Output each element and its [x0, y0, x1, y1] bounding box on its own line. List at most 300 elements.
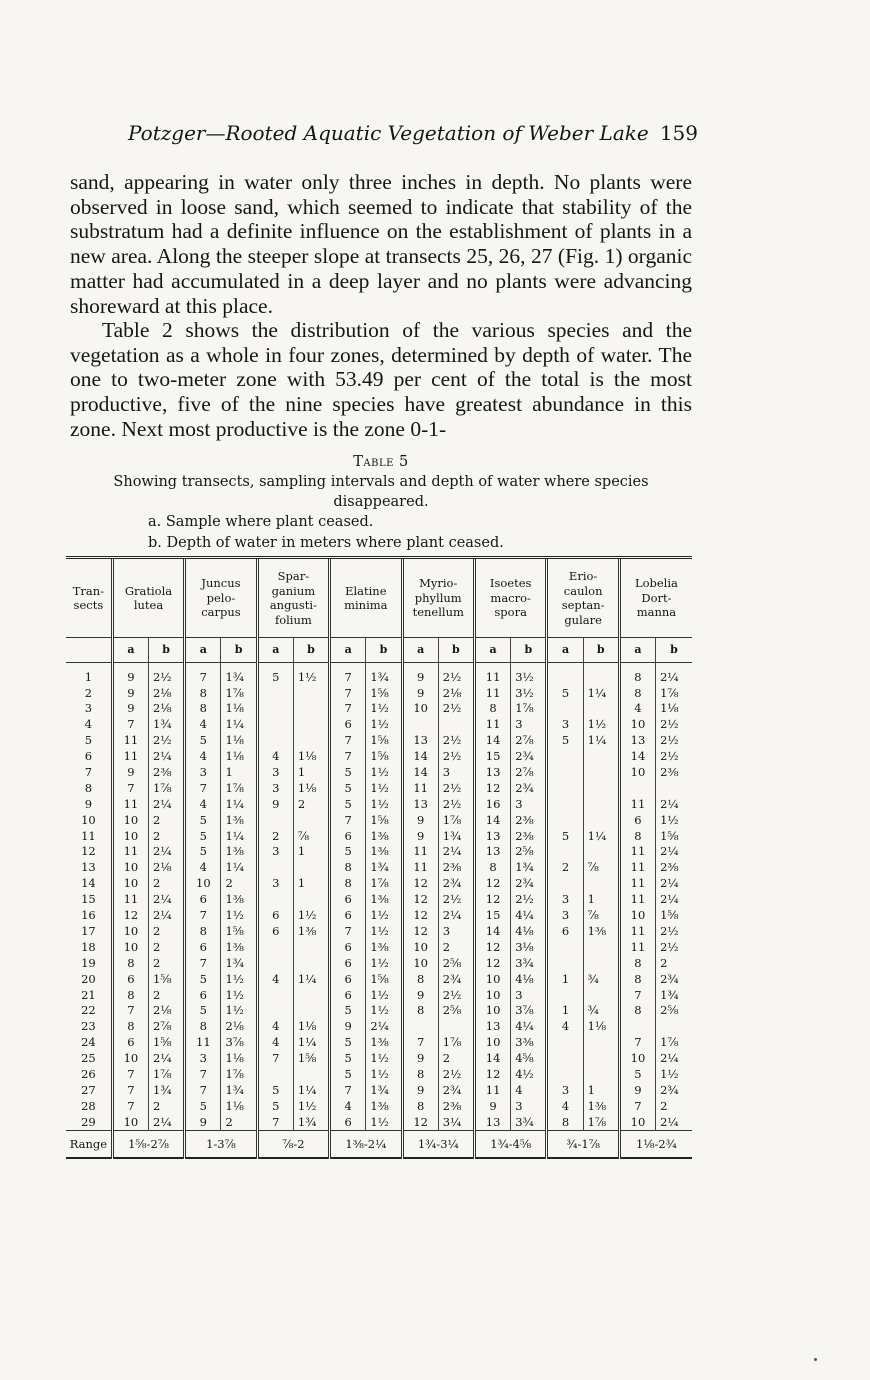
depth-cell: 2¼ [149, 748, 185, 764]
depth-cell: 1⅛ [583, 1019, 619, 1035]
transect-number: 29 [81, 1114, 96, 1129]
depth-cell: 2¼ [149, 1114, 185, 1130]
sample-cell: 13 [474, 844, 510, 860]
sample-cell: 4 [257, 971, 293, 987]
depth-cell: 3⅜ [511, 1034, 547, 1050]
depth-cell [656, 780, 692, 796]
depth-cell: 3½ [511, 663, 547, 685]
sample-cell [547, 1034, 583, 1050]
sample-cell: 4 [185, 748, 221, 764]
depth-cell: 1⅝ [656, 907, 692, 923]
depth-cell: 1⅞ [221, 780, 257, 796]
sample-cell: 6 [185, 987, 221, 1003]
transect-number: 23 [81, 1019, 96, 1034]
transect-number: 27 [81, 1082, 96, 1097]
depth-cell: 1½ [221, 1003, 257, 1019]
depth-cell: 3 [511, 796, 547, 812]
table-row [66, 701, 692, 717]
sample-cell: 11 [474, 663, 510, 685]
sample-cell: 7 [619, 987, 655, 1003]
depth-cell: 1⅝ [366, 812, 402, 828]
depth-cell: 3 [438, 764, 474, 780]
depth-cell: 1¼ [221, 717, 257, 733]
sample-cell [402, 717, 438, 733]
species-header-line: gulare [564, 612, 602, 627]
sample-cell: 7 [330, 748, 366, 764]
depth-cell: 1½ [366, 701, 402, 717]
depth-cell: 1⅝ [366, 733, 402, 749]
sample-cell: 4 [185, 717, 221, 733]
sample-cell [547, 663, 583, 685]
depth-cell: 1½ [366, 923, 402, 939]
species-header-line: Elatine [345, 583, 387, 598]
sample-cell: 12 [474, 891, 510, 907]
depth-cell: 2½ [438, 663, 474, 685]
depth-cell: 1⅜ [293, 923, 329, 939]
depth-cell: 1⅝ [366, 748, 402, 764]
species-header-line: Myrio- [419, 576, 458, 591]
species-header-5 [402, 559, 474, 638]
sample-cell: 11 [112, 796, 148, 812]
depth-cell: 4½ [511, 1066, 547, 1082]
sample-cell: 10 [619, 1114, 655, 1130]
depth-cell: 1¾ [293, 1114, 329, 1130]
depth-cell: 2½ [438, 701, 474, 717]
depth-cell: 3⅞ [511, 1003, 547, 1019]
depth-cell: 1⅜ [366, 828, 402, 844]
sample-cell: 9 [330, 1019, 366, 1035]
depth-cell: 2 [149, 876, 185, 892]
depth-cell: 2½ [438, 733, 474, 749]
sample-cell: 11 [474, 717, 510, 733]
sample-cell: 13 [402, 796, 438, 812]
depth-cell [293, 955, 329, 971]
table-row [66, 764, 692, 780]
sample-cell: 7 [330, 923, 366, 939]
depth-cell [583, 748, 619, 764]
species-header-6 [474, 559, 546, 638]
depth-cell: 2¼ [149, 844, 185, 860]
sample-cell: 5 [330, 844, 366, 860]
sample-cell: 14 [474, 923, 510, 939]
depth-cell: 2¾ [438, 971, 474, 987]
sample-cell: 16 [474, 796, 510, 812]
depth-cell: 2 [221, 876, 257, 892]
depth-cell: 1⅞ [656, 685, 692, 701]
depth-cell: 2¼ [366, 1019, 402, 1035]
sample-cell: 6 [330, 717, 366, 733]
transect-number: 14 [81, 876, 96, 891]
depth-cell: 1⅜ [583, 1098, 619, 1114]
sample-cell: 12 [474, 955, 510, 971]
depth-cell: 2 [438, 939, 474, 955]
transect-number: 4 [84, 717, 93, 732]
depth-cell: 1⅛ [293, 1019, 329, 1035]
species-header-line: Erio- [568, 569, 598, 583]
sample-cell [257, 1003, 293, 1019]
sample-cell: 10 [402, 955, 438, 971]
depth-cell: 2⅛ [149, 685, 185, 701]
depth-cell: 1⅞ [221, 685, 257, 701]
sample-cell: 14 [402, 748, 438, 764]
subheader-a: a [257, 638, 293, 663]
transect-number: 6 [84, 749, 93, 764]
depth-cell: 2⅜ [511, 812, 547, 828]
transect-number: 19 [81, 955, 96, 970]
depth-cell: 2 [149, 923, 185, 939]
sample-cell: 8 [619, 828, 655, 844]
sample-cell: 5 [330, 780, 366, 796]
depth-cell [293, 891, 329, 907]
sample-cell: 11 [619, 844, 655, 860]
depth-cell [583, 939, 619, 955]
depth-cell: 1⅞ [149, 780, 185, 796]
depth-cell: 1⅜ [221, 939, 257, 955]
depth-cell [583, 955, 619, 971]
table-row [66, 663, 692, 685]
depth-cell: 1⅛ [293, 780, 329, 796]
species-header-line: Spar- [277, 569, 310, 583]
depth-cell: 2¾ [438, 1082, 474, 1098]
transect-number: 17 [81, 923, 96, 938]
depth-cell: 1¼ [583, 733, 619, 749]
sample-cell: 7 [619, 1098, 655, 1114]
depth-cell: 2⅛ [149, 701, 185, 717]
depth-cell: 1½ [366, 1066, 402, 1082]
depth-cell: 1⅛ [656, 701, 692, 717]
sample-cell: 12 [474, 939, 510, 955]
sample-cell: 12 [474, 1066, 510, 1082]
sample-cell [402, 1019, 438, 1035]
depth-cell: 3 [438, 923, 474, 939]
depth-cell: 1⅞ [438, 812, 474, 828]
depth-cell: 2 [293, 796, 329, 812]
sample-cell: 5 [330, 1066, 366, 1082]
species-header-line: Juncus [201, 576, 241, 591]
depth-cell: 2¾ [438, 876, 474, 892]
table-row [66, 971, 692, 987]
sample-cell: 9 [402, 1082, 438, 1098]
sample-cell: 12 [474, 876, 510, 892]
depth-cell: 2¼ [656, 876, 692, 892]
table-row [66, 1082, 692, 1098]
sample-cell: 9 [402, 663, 438, 685]
depth-cell: 1⅛ [221, 1098, 257, 1114]
species-header-line: manna [636, 605, 677, 620]
depth-cell: 2⅛ [438, 685, 474, 701]
depth-cell: 2¼ [149, 1050, 185, 1066]
sample-cell [547, 764, 583, 780]
sample-cell: 7 [330, 663, 366, 685]
depth-cell [583, 987, 619, 1003]
sample-cell: 11 [619, 939, 655, 955]
depth-cell: 2⅜ [656, 764, 692, 780]
sample-cell: 6 [330, 955, 366, 971]
sample-cell: 8 [619, 685, 655, 701]
table-row [66, 907, 692, 923]
depth-cell: 1¼ [293, 971, 329, 987]
sample-cell: 14 [619, 748, 655, 764]
sample-cell: 7 [619, 1034, 655, 1050]
depth-cell [583, 1034, 619, 1050]
sample-cell [547, 748, 583, 764]
running-header [128, 121, 698, 145]
depth-cell: 1⅜ [366, 891, 402, 907]
sample-cell: 11 [619, 860, 655, 876]
transect-number: 13 [81, 860, 96, 875]
table-caption-block [70, 452, 692, 512]
sample-cell [257, 733, 293, 749]
depth-cell: 4 [511, 1082, 547, 1098]
sample-cell: 9 [402, 987, 438, 1003]
sample-cell: 10 [619, 907, 655, 923]
sample-cell: 5 [330, 764, 366, 780]
table-notes [148, 512, 688, 554]
sample-cell: 10 [402, 701, 438, 717]
depth-cell [293, 1003, 329, 1019]
species-header-line: angusti- [269, 598, 317, 612]
sample-cell: 11 [619, 876, 655, 892]
sample-cell: 6 [330, 939, 366, 955]
table-row [66, 796, 692, 812]
sample-cell [547, 796, 583, 812]
depth-cell: 3 [511, 1098, 547, 1114]
sample-cell: 5 [330, 1034, 366, 1050]
species-header-1 [112, 559, 184, 638]
depth-cell: 3 [511, 717, 547, 733]
sample-cell: 5 [185, 844, 221, 860]
sample-cell: 6 [619, 812, 655, 828]
sample-cell: 13 [474, 828, 510, 844]
sample-cell: 7 [257, 1114, 293, 1130]
sample-cell: 7 [330, 1082, 366, 1098]
sample-cell: 7 [402, 1034, 438, 1050]
sample-cell: 5 [185, 733, 221, 749]
depth-cell: 1⅞ [221, 1066, 257, 1082]
sample-cell: 8 [474, 701, 510, 717]
sample-cell: 11 [619, 891, 655, 907]
depth-cell [583, 701, 619, 717]
transect-number: 9 [84, 796, 93, 811]
sample-cell: 14 [474, 812, 510, 828]
depth-cell: 1½ [366, 780, 402, 796]
sample-cell: 10 [619, 764, 655, 780]
depth-cell: 1¼ [583, 828, 619, 844]
depth-cell: 4⅛ [511, 971, 547, 987]
depth-cell: 1⅝ [366, 971, 402, 987]
depth-cell: 2½ [656, 748, 692, 764]
sample-cell [257, 701, 293, 717]
sample-cell: 8 [402, 1003, 438, 1019]
depth-cell: 1⅝ [221, 923, 257, 939]
sample-cell: 8 [185, 701, 221, 717]
transect-number: 16 [81, 908, 96, 923]
depth-cell: 2⅜ [656, 860, 692, 876]
depth-cell: 1¼ [293, 1034, 329, 1050]
range-cell: 1⅜-2¼ [330, 1130, 402, 1158]
sample-cell: 3 [257, 844, 293, 860]
depth-cell: 2⅛ [149, 1003, 185, 1019]
table-note-b: b. Depth of water in meters where plant ceased. [148, 535, 504, 551]
transect-number: 8 [84, 780, 93, 795]
depth-cell: 2⅝ [511, 844, 547, 860]
depth-cell: 2½ [438, 987, 474, 1003]
depth-cell: ⅞ [583, 907, 619, 923]
sample-cell: 11 [112, 748, 148, 764]
depth-cell: 1¾ [366, 860, 402, 876]
sample-cell: 13 [474, 764, 510, 780]
transect-number: 20 [81, 971, 96, 986]
sample-cell [547, 955, 583, 971]
depth-cell: 1½ [293, 663, 329, 685]
sample-cell [257, 812, 293, 828]
depth-cell: 2 [656, 1098, 692, 1114]
table-row [66, 1114, 692, 1130]
table-caption: Showing transects, sampling intervals and depth of water where species disappeared. [113, 474, 649, 510]
table-row [66, 1003, 692, 1019]
depth-cell: 2½ [656, 733, 692, 749]
sample-cell: 7 [330, 701, 366, 717]
sample-cell: 6 [330, 828, 366, 844]
sample-cell: 2 [257, 828, 293, 844]
depth-cell: 2½ [656, 939, 692, 955]
sample-cell: 4 [547, 1019, 583, 1035]
depth-cell: 1⅞ [583, 1114, 619, 1130]
table-row [66, 1098, 692, 1114]
sample-cell: 4 [330, 1098, 366, 1114]
depth-cell: 4⅝ [511, 1050, 547, 1066]
depth-cell: ¾ [583, 1003, 619, 1019]
depth-cell: 2⅜ [438, 860, 474, 876]
depth-cell: 2⅝ [656, 1003, 692, 1019]
subheader-blank [66, 638, 112, 663]
depth-cell [293, 939, 329, 955]
sample-cell: 4 [185, 860, 221, 876]
sample-cell: 11 [112, 733, 148, 749]
sample-cell [257, 1066, 293, 1082]
transect-number: 1 [84, 669, 93, 684]
sample-cell: 11 [112, 891, 148, 907]
transect-number: 24 [81, 1035, 96, 1050]
depth-cell: 2¼ [438, 844, 474, 860]
running-title: Potzger—Rooted Aquatic Vegetation of Weber Lake [128, 121, 649, 145]
sample-cell: 12 [402, 907, 438, 923]
sample-cell: 7 [257, 1050, 293, 1066]
table-note-a: a. Sample where plant ceased. [148, 514, 374, 530]
depth-cell: 1¾ [366, 663, 402, 685]
depth-cell: 2¼ [656, 1114, 692, 1130]
sample-cell: 8 [330, 860, 366, 876]
sample-cell: 10 [185, 876, 221, 892]
depth-cell: 1⅞ [366, 876, 402, 892]
sample-cell: 10 [474, 987, 510, 1003]
sample-cell: 5 [330, 1050, 366, 1066]
depth-cell: 2¼ [149, 907, 185, 923]
depth-cell: 1¼ [293, 1082, 329, 1098]
depth-cell: 1⅛ [221, 748, 257, 764]
sample-cell: 4 [257, 748, 293, 764]
body-paragraph-1: sand, appearing in water only three inches in depth. No plants were observed in loose sand, which seemed to indicate that stability of the substratum had a definite influence on the establishment of plants in a new area. Along the steeper slope at transects 25, 26, 27 (Fig. 1) organic matter had accumulated in a deep layer and no plants were advancing shoreward at this place. [70, 170, 692, 318]
table-row [66, 733, 692, 749]
depth-cell [583, 796, 619, 812]
depth-cell: 1½ [656, 812, 692, 828]
depth-cell: 1⅝ [149, 971, 185, 987]
depth-cell: 2½ [438, 780, 474, 796]
depth-cell: 3⅞ [221, 1034, 257, 1050]
sample-cell: 8 [619, 663, 655, 685]
sample-cell [257, 860, 293, 876]
depth-cell [583, 780, 619, 796]
depth-cell: 1½ [221, 987, 257, 1003]
depth-cell: ⅞ [293, 828, 329, 844]
species-header-line: spora [494, 605, 527, 620]
depth-cell: 2⅛ [221, 1019, 257, 1035]
depth-cell: 2½ [438, 796, 474, 812]
depth-cell [583, 844, 619, 860]
sample-cell: 3 [257, 876, 293, 892]
sample-cell [257, 987, 293, 1003]
depth-cell: 1½ [293, 1098, 329, 1114]
depth-cell: 2½ [656, 717, 692, 733]
sample-cell: 10 [402, 939, 438, 955]
sample-cell: 13 [402, 733, 438, 749]
table-row [66, 717, 692, 733]
depth-cell: 2¼ [656, 663, 692, 685]
depth-cell: 1¾ [221, 1082, 257, 1098]
table-row [66, 860, 692, 876]
sample-cell: 6 [330, 1114, 366, 1130]
sample-cell: 10 [619, 1050, 655, 1066]
sample-cell: 5 [257, 1098, 293, 1114]
depth-cell: 1⅞ [656, 1034, 692, 1050]
sample-cell: 7 [185, 1082, 221, 1098]
sample-cell: 13 [474, 1114, 510, 1130]
range-cell: ¾-1⅞ [547, 1130, 619, 1158]
sample-cell: 10 [112, 812, 148, 828]
sample-cell: 6 [185, 891, 221, 907]
depth-cell: 2⅛ [149, 860, 185, 876]
depth-cell: 2 [221, 1114, 257, 1130]
table-row [66, 812, 692, 828]
sample-cell: 3 [185, 764, 221, 780]
sample-cell: 8 [185, 685, 221, 701]
sample-cell [547, 1066, 583, 1082]
table-header-row [66, 559, 692, 638]
depth-cell: ⅞ [583, 860, 619, 876]
depth-cell: 1⅝ [656, 828, 692, 844]
depth-cell: 1½ [366, 764, 402, 780]
depth-cell: 2¾ [511, 748, 547, 764]
sample-cell: 12 [112, 907, 148, 923]
sample-cell: 5 [547, 828, 583, 844]
sample-cell: 4 [257, 1034, 293, 1050]
table-row [66, 828, 692, 844]
sample-cell: 10 [112, 923, 148, 939]
table-row [66, 1019, 692, 1035]
depth-cell: 1⅛ [293, 748, 329, 764]
sample-cell [547, 1050, 583, 1066]
sample-cell: 8 [112, 955, 148, 971]
depth-cell [293, 701, 329, 717]
body-paragraph-2: Table 2 shows the distribution of the various species and the vegetation as a whole in four zones, determined by depth of water. The one to two-meter zone with 53.49 per cent of the total is the most productive, five of the nine species have greatest abundance in this zone. Next most productive is the zone 0-1- [70, 318, 692, 441]
sample-cell: 7 [185, 955, 221, 971]
depth-cell: 2½ [149, 663, 185, 685]
depth-cell: 1¾ [438, 828, 474, 844]
subheader-a: a [112, 638, 148, 663]
sample-cell: 11 [112, 844, 148, 860]
depth-cell: 2¼ [149, 796, 185, 812]
sample-cell: 8 [112, 1019, 148, 1035]
